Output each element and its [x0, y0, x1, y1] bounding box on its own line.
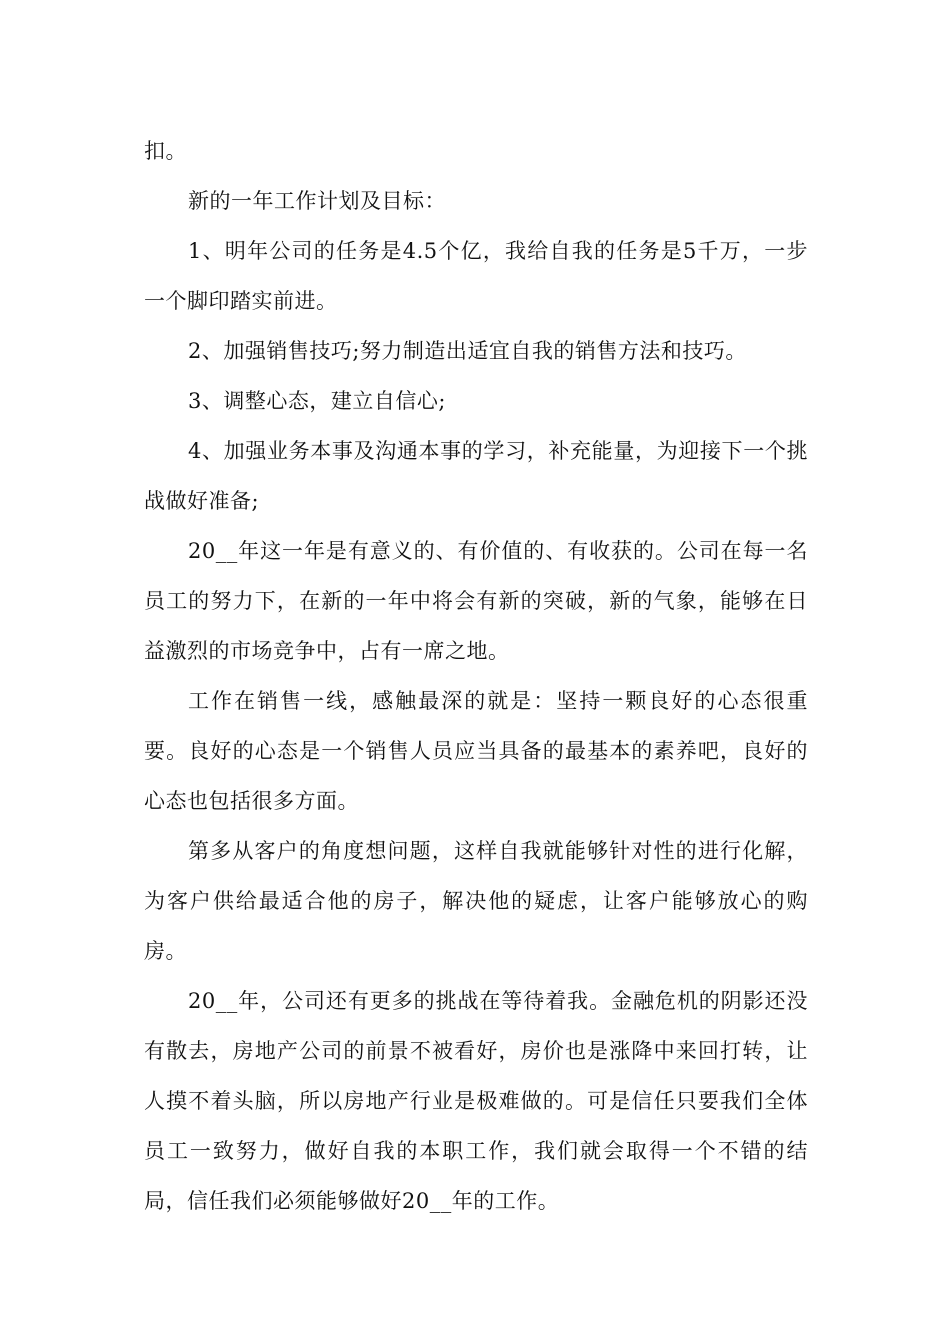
paragraph-challenges: 20__年，公司还有更多的挑战在等待着我。金融危机的阴影还没有散去，房地产公司的前景不被看好，房价也是涨降中来回打转，让人摸不着头脑，所以房地产行业是极难做的。可是信任只要我们全体员工一致努力，做好自我的本职工作，我们就会取得一个不错的结局，信任我们必须能够做好20__年的工作。: [144, 989, 808, 1213]
document-body: [144, 126, 808, 1226]
paragraph-goal-1: 1、明年公司的任务是4.5个亿，我给自我的任务是5千万，一步一个脚印踏实前进。: [144, 239, 808, 313]
paragraph-customer-view: 第多从客户的角度想问题，这样自我就能够针对性的进行化解，为客户供给最适合他的房子，解决他的疑虑，让客户能够放心的购房。: [144, 839, 808, 963]
paragraph-goal-3: 3、调整心态，建立自信心;: [188, 389, 446, 413]
paragraph-year-review: 20__年这一年是有意义的、有价值的、有收获的。公司在每一名员工的努力下，在新的一年中将会有新的突破，新的气象，能够在日益激烈的市场竞争中，占有一席之地。: [144, 539, 808, 663]
paragraph-continuation: 扣。: [144, 139, 187, 163]
paragraph-plan-heading: 新的一年工作计划及目标：: [188, 189, 446, 213]
paragraph-goal-4: 4、加强业务本事及沟通本事的学习，补充能量，为迎接下一个挑战做好准备;: [144, 439, 808, 513]
paragraph-mindset: 工作在销售一线，感触最深的就是：坚持一颗良好的心态很重要。良好的心态是一个销售人员应当具备的最基本的素养吧，良好的心态也包括很多方面。: [144, 689, 808, 813]
paragraph-goal-2: 2、加强销售技巧;努力制造出适宜自我的销售方法和技巧。: [188, 339, 747, 363]
